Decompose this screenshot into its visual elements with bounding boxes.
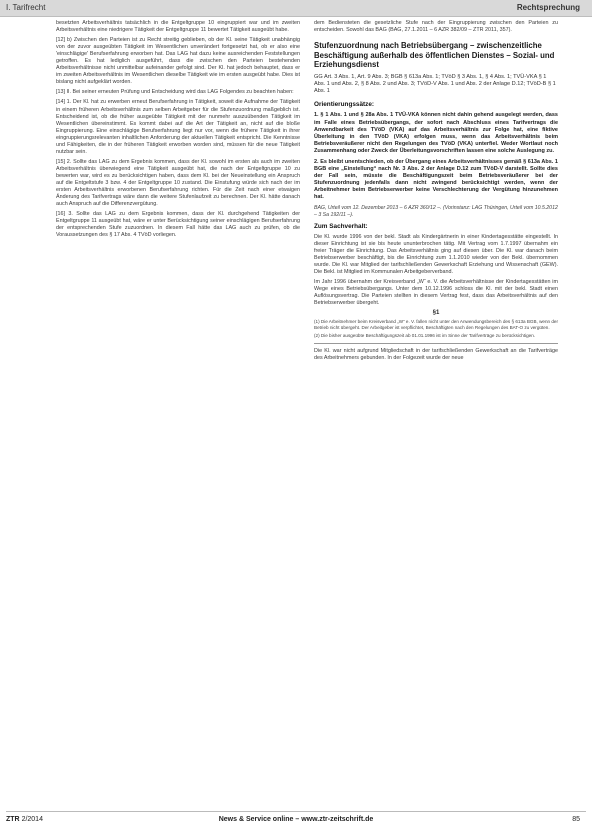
- header-category-label: Rechtsprechung: [516, 3, 580, 12]
- running-header: [0, 0, 592, 17]
- footnote-text: (2) Die bisher ausgeübte Beschäftigungszeit ab 01.01.1996 ist im Sinne der Tarifverträge zu berücksichtigen.: [314, 333, 536, 339]
- orientation-point: 2. Es bleibt unentschieden, ob der Übergang eines Arbeitsverhältnisses gemäß § 613a Abs. 1 BGB eine „Einstellung“ nach Nr. 3 Abs. 2 der Anlage D.12 zum TVöD-V darstellt. Sollte dies der Fall sein, müsste die Beschäftigungszeit beim Betriebsveräußerer bei der Stufenzuordnung jedenfalls dann nicht zwingend berücksichtigt werden, wenn der Arbeitnehmer beim Betriebserwerber keine Verschlechterung der Vergütung hinzunehmen hat.: [314, 158, 558, 200]
- body-paragraph: besetzten Arbeitsverhältnis tatsächlich in die Entgeltgruppe 10 eingruppiert war und im zweiten Arbeitsverhältnis eine niedrigere Tätigkeit der Entgeltgruppe 11 bewertet Tätigkeit ausgeübt habe.: [56, 20, 300, 34]
- body-paragraph: [14] 1. Der Kl. hat zu erwerben erneut Berufserfahrung in Tätigkeit, soweit die Aufnahme der Tätigkeit in einem früheren Arbeitsverhältnis zum selben Arbeitgeber für die Stufenzuordnung maßgeblich ist. Entscheidend ist, ob die früher ausgeübte Tätigkeit mit der nunmehr auszuübenden Tätigkeit im Wesentlichen übereinstimmt. Es kommt dabei auf die Art der Tätigkeit an, nicht auf die bloße Eingruppierung. Eine einschlägige Berufserfahrung liegt nur vor, wenn die frühere Tätigkeit in ihrer eingruppierungsrelevanten inhaltlichen Anforderung der aktuellen Tätigkeit entspricht. Die Kenntnisse und Fähigkeiten, die in der früheren Tätigkeit erworben worden sind, müssen für die neue Tätigkeit nutzbar sein.: [56, 99, 300, 155]
- facts-paragraph: Die Kl. wurde 1996 von der bekl. Stadt als Kindergärtnerin in einer Kindertagesstätte eingestellt. In dieser Einrichtung ist sie bis heute ununterbrochen tätig. Mit Vertrag vom 1.7.1997 übernahm ein freier Träger die Einrichtung. Das Arbeitsverhältnis ging auf diesen über. Die Kl. war danach beim Betriebserwerber beschäftigt, bis die Einrichtung zum 1.1.2010 wieder von der Bekl. übernommen wurde. Die Kl. war Mitglied der tarifschließenden Gewerkschaft Erziehung und Wissenschaft (GEW). Die Bekl. ist Mitglied im Kommunalen Arbeitgeberverband.: [314, 233, 558, 275]
- issue-number: 2/2014: [21, 816, 43, 823]
- case-title: Stufenzuordnung nach Betriebsübergang – zwischenzeitliche Beschäftigung außerhalb des öffentlichen Dienstes – Sozial- und Erziehungsdienst: [314, 41, 555, 70]
- journal-name: ZTR: [6, 816, 20, 823]
- facts-heading: Zum Sachverhalt:: [314, 222, 368, 230]
- body-paragraph: [15] 2. Sollte das LAG zu dem Ergebnis kommen, dass der Kl. sowohl im ersten als auch im zweiten Arbeitsverhältnis überwiegend eine Tätigkeit ausgeübt hat, die nach der Entgeltgruppe 10 zu bewerten war, wird es zu berücksichtigen haben, dass dem Kl. bei der Neueinstellung ein Anspruch auf die Entgeltstufe 3 bzw. 4 der Entgeltgruppe 10 zustand. Die Einstufung würde sich nach der im ersten Arbeitsverhältnis erworbenen Berufserfahrung richten. Für die Zeit nach einer etwaigen Änderung des Tarifvertrags wäre dann die weitere Stufenlaufzeit zu berechnen. Der Kl. hätte danach auch Anspruch auf die Differenzvergütung.: [56, 158, 300, 208]
- footer-website: News & Service online – www.ztr-zeitschrift.de: [218, 816, 374, 823]
- footer-rule: [6, 811, 586, 812]
- right-column: [314, 20, 558, 365]
- page-number: 85: [572, 816, 580, 823]
- section-mark: §1: [432, 310, 440, 317]
- divider: [314, 343, 558, 344]
- body-paragraph: [12] b) Zwischen den Parteien ist zu Recht streitig geblieben, ob der Kl. seine Tätigkeit unabhängig von der zuvor ausgeübten Tätigkeit im Wesentlichen unverändert fortgesetzt hat, ob er also eine 'einschlägige' Berufserfahrung erworben hat. Das LAG hat dazu keine ausreichenden Feststellungen getroffen. Es hat lediglich ausgeführt, dass die zwischen den Parteien bestehenden Arbeitsverhältnisse nicht unmittelbar aufeinander gefolgt sind. Der Kl. hat jedoch behauptet, dass er im zweiten Arbeitsverhältnis im Wesentlichen dieselbe Tätigkeit wie im ersten ausgeübt habe. Dies ist bislang nicht aufgeklärt worden.: [56, 37, 300, 86]
- orientation-heading: Orientierungssätze:: [314, 101, 375, 109]
- continued-paragraph: dem Bediensteten die gesetzliche Stufe nach der Eingruppierung zwischen den Parteien zu entscheiden. Sowohl das BAG (BAG, 27.1.2011 – 6 AZR 382/09 – ZTR 2011, 357).: [314, 20, 558, 34]
- running-footer: [0, 811, 592, 827]
- header-section-label: I. Tarifrecht: [6, 3, 46, 12]
- body-paragraph: [16] 3. Sollte das LAG zu dem Ergebnis kommen, dass der Kl. durchgehend Tätigkeiten der Entgeltgruppe 11 ausgeübt hat, wäre er unter Berücksichtigung seiner einschlägigen Berufserfahrung der entsprechenden Stufe zuzuordnen. In diesem Fall hätte das LAG auch zu prüfen, ob die Voraussetzungen des § 17 Abs. 4 TVöD vorliegen.: [56, 211, 300, 239]
- facts-paragraph: Im Jahr 1996 übernahm der Kreisverband „W“ e. V. die Arbeitsverhältnisse der Kindertagesstätten im Wege eines Betriebsübergangs. Unter dem 10.12.1996 schloss die Kl. mit der bekl. Stadt einen Auflösungsvertrag. Die Parteien stellten in diesem Vertrag fest, dass das Arbeitsverhältnis auf den Betriebserwerber übergeht.: [314, 278, 558, 307]
- closing-paragraph: Die Kl. war nicht aufgrund Mitgliedschaft in der tarifschließenden Gewerkschaft an die Tarifverträge des Arbeitnehmers gebunden. In der Folgezeit wurde der neue: [314, 348, 558, 362]
- body-paragraph: [13] II. Bei seiner erneuten Prüfung und Entscheidung wird das LAG Folgendes zu beachten haben:: [56, 89, 294, 96]
- decision-reference: BAG, Urteil vom 12. Dezember 2013 – 6 AZR 360/12 –. (Vorinstanz: LAG Thüringen, Urteil vom 10.5.2012 – 3 Sa 192/11 –).: [314, 205, 558, 218]
- orientation-point: 1. § 1 Abs. 1 und § 28a Abs. 1 TVÜ-VKA können nicht dahin gehend ausgelegt werden, dass im Falle eines Betriebsübergangs, der sofort nach Abschluss eines Tarifvertrags die Anwendbarkeit des TVöD (VKA) auf das Arbeitsverhältnis zur Folge hat, eine fiktive Überleitung in den TVöD (VKA) erfolgen muss, wenn das Arbeitsverhältnis beim Betriebsveräußerer nicht den Regelungen des TVöD (VKA) unterfiel. Weder Wortlaut noch Zusammenhang oder Zweck der Überleitungsvorschriften lassen eine solche Auslegung zu.: [314, 112, 558, 154]
- statutes-list: GG Art. 3 Abs. 1, Art. 9 Abs. 3; BGB § 613a Abs. 1; TVöD § 3 Abs. 1, § 4 Abs. 1; TVÜ-VKA § 1 Abs. 1 und Abs. 2, § 8 Abs. 2 und Abs. 3; TVöD-V Abs. 1 und Abs. 2 der Anlage D.12; TVöD-B § 1 Abs. 1: [314, 73, 556, 95]
- left-column: [56, 20, 300, 242]
- footnote-text: (1) Die Arbeitnehmer beim Kreisverband „W“ e. V. fallen nicht unter den Anwendungsbereich des § 613a BGB, wenn der Betrieb nicht übergeht. Der Arbeitgeber ist verpflichtet, Beschäftigten nach den Regelungen des BAT-O zu vergüten.: [314, 319, 558, 331]
